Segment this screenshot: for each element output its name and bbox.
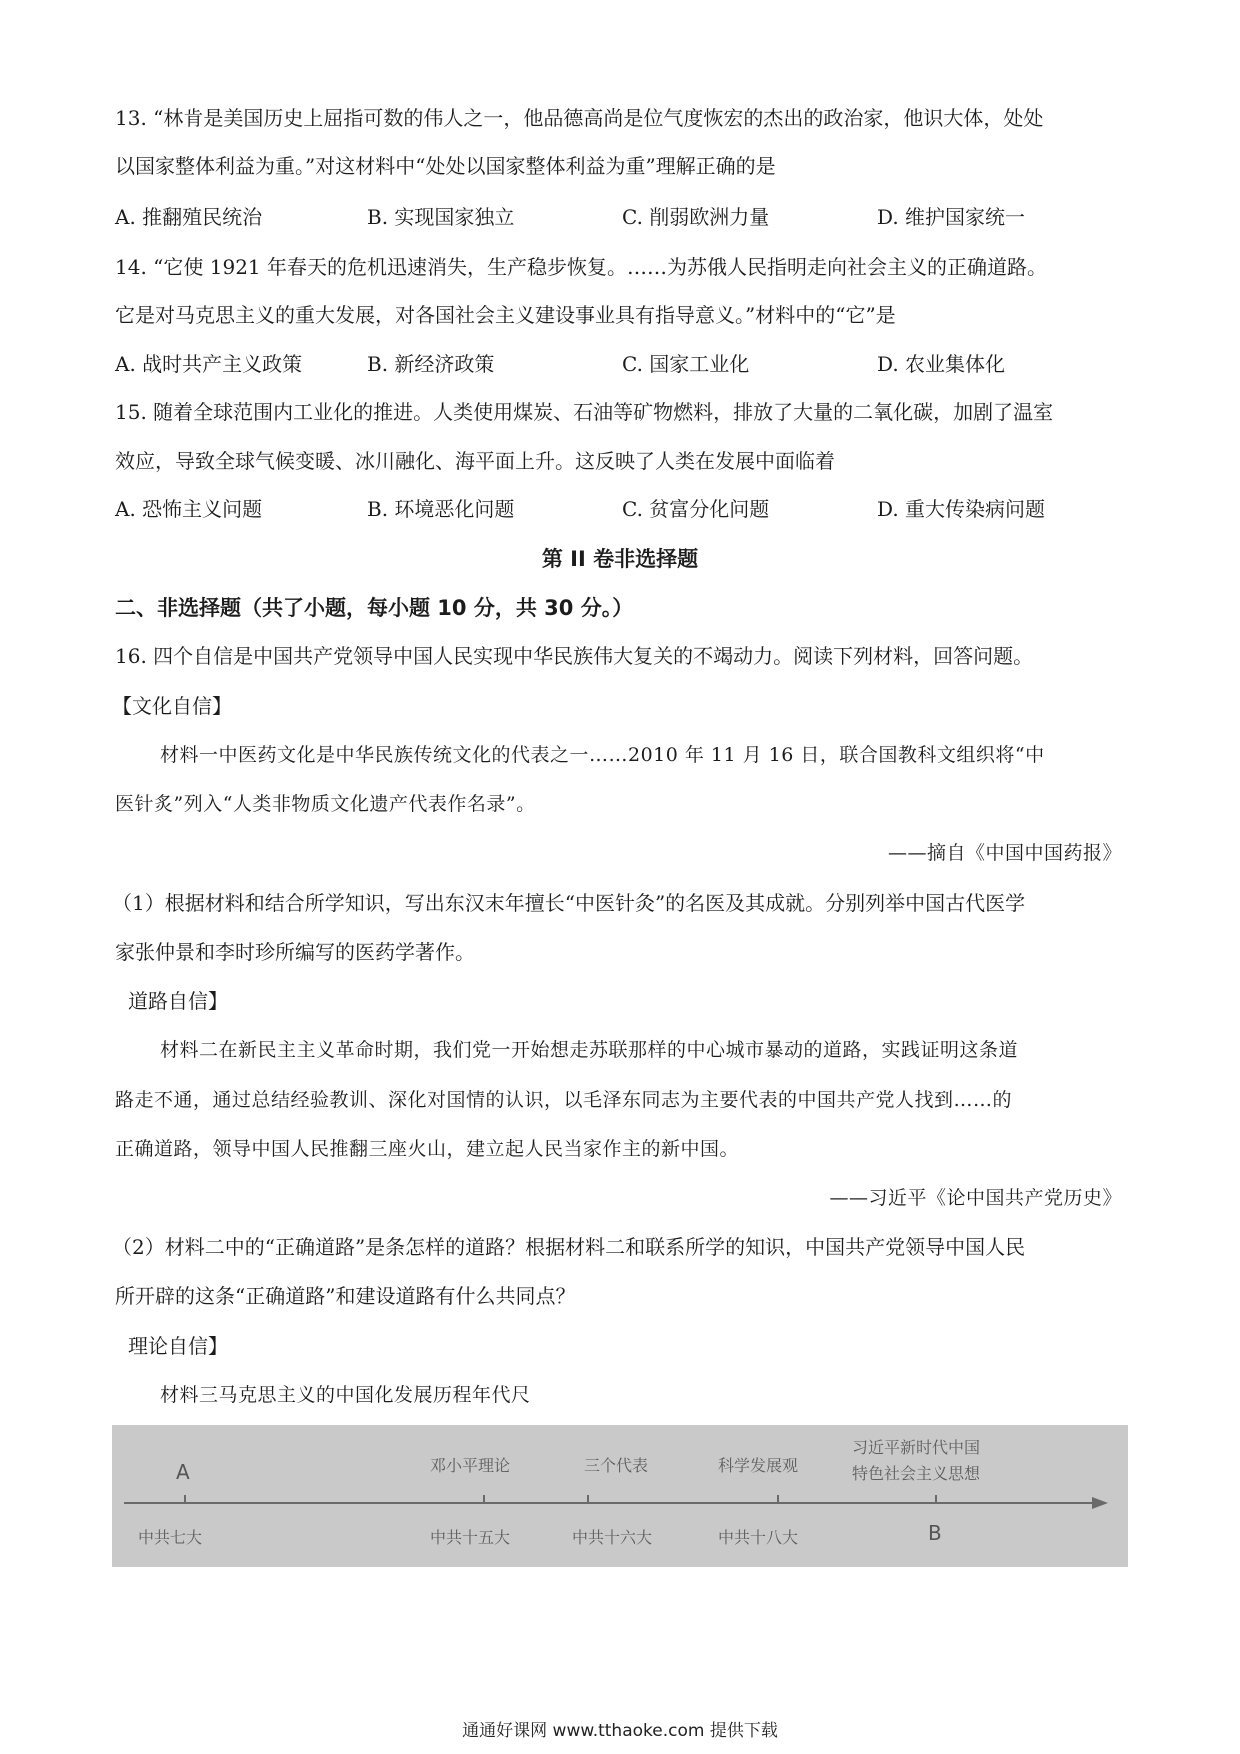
- material2-source: ——习近平《论中国共产党历史》: [829, 1187, 1122, 1209]
- material1-line1: 材料一中医药文化是中华民族传统文化的代表之一……2010 年 11 月 16 日，联合国教科文组织将“中: [160, 744, 1045, 766]
- timeline-label-xi-thought-line1: 习近平新时代中国: [852, 1438, 981, 1457]
- q14-option-d: D. 农业集体化: [877, 352, 1006, 376]
- sub-question-1-line1: （1）根据材料和结合所学知识，写出东汉末年擅长“中医针灸”的名医及其成就。分别列举中国古代医学: [112, 891, 1026, 915]
- material1-source: ——摘自《中国中国药报》: [887, 842, 1122, 864]
- section-title: 第 II 卷非选择题: [541, 547, 699, 571]
- timeline-bottom-18th-congress: 中共十八大: [718, 1528, 799, 1547]
- timeline-label-b: B: [928, 1521, 942, 1545]
- sub-question-2-line2: 所开辟的这条“正确道路”和建设道路有什么共同点？: [115, 1284, 576, 1308]
- material2-line1: 材料二在新民主主义革命时期，我们党一开始想走苏联那样的中心城市暴动的道路，实践证明这条道: [160, 1039, 1019, 1061]
- timeline-bottom-7th-congress: 中共七大: [138, 1528, 203, 1547]
- q15-line2: 效应，导致全球气候变暖、冰川融化、海平面上升。这反映了人类在发展中面临着: [115, 449, 835, 473]
- timeline-bottom-16th-congress: 中共十六大: [572, 1528, 653, 1547]
- q15-line1: 15. 随着全球范围内工业化的推进。人类使用煤炭、石油等矿物燃料，排放了大量的二氧化碳，加剧了温室: [115, 400, 1054, 424]
- page-footer: 通通好课网 www.tthaoke.com 提供下载: [462, 1721, 778, 1741]
- q13-line1: 13. “林肯是美国历史上屈指可数的伟人之一，他品德高尚是位气度恢宏的杰出的政治家，他识大体，处处: [115, 106, 1044, 130]
- q14-option-c: C. 国家工业化: [622, 352, 750, 376]
- q13-option-a: A. 推翻殖民统治: [115, 205, 263, 229]
- material1-line2: 医针炙”列入“人类非物质文化遗产代表作名录”。: [115, 793, 536, 815]
- timeline-figure: [112, 1425, 1128, 1567]
- sub-question-2-line1: （2）材料二中的“正确道路”是条怎样的道路？根据材料二和联系所学的知识，中国共产党领导中国人民: [112, 1235, 1026, 1259]
- q15-option-c: C. 贫富分化问题: [622, 497, 770, 521]
- q13-option-d: D. 维护国家统一: [877, 205, 1026, 229]
- timeline-label-scientific-development: 科学发展观: [718, 1456, 799, 1475]
- q14-option-b: B. 新经济政策: [367, 352, 495, 376]
- q14-line1: 14. “它使 1921 年春天的危机迅速消失，生产稳步恢复。……为苏俄人民指明走向社会主义的正确道路。: [115, 255, 1048, 279]
- material2-line2: 路走不通，通过总结经验教训、深化对国情的认识，以毛泽东同志为主要代表的中国共产党人找到……的: [115, 1089, 1013, 1111]
- timeline-arrow-icon: [1092, 1497, 1108, 1509]
- q16-intro: 16. 四个自信是中国共产党领导中国人民实现中华民族伟大复关的不竭动力。阅读下列材料，回答问题。: [115, 644, 1034, 668]
- q15-option-d: D. 重大传染病问题: [877, 497, 1046, 521]
- timeline-label-three-represents: 三个代表: [584, 1456, 649, 1475]
- road-confidence-label: 道路自信】: [128, 989, 228, 1013]
- section-heading: 二、非选择题（共了小题，每小题 10 分，共 30 分。）: [115, 596, 634, 620]
- q14-line2: 它是对马克思主义的重大发展，对各国社会主义建设事业具有指导意义。”材料中的“它”是: [115, 303, 896, 327]
- q14-option-a: A. 战时共产主义政策: [115, 352, 303, 376]
- timeline-label-xi-thought-line2: 特色社会主义思想: [852, 1464, 981, 1483]
- material3-line1: 材料三马克思主义的中国化发展历程年代尺: [160, 1384, 531, 1406]
- material2-line3: 正确道路，领导中国人民推翻三座火山，建立起人民当家作主的新中国。: [115, 1138, 740, 1160]
- q15-option-a: A. 恐怖主义问题: [115, 497, 263, 521]
- sub-question-1-line2: 家张仲景和李时珍所编写的医药学著作。: [115, 940, 475, 964]
- timeline-bottom-15th-congress: 中共十五大: [430, 1528, 511, 1547]
- q13-option-b: B. 实现国家独立: [367, 205, 515, 229]
- timeline-label-a: A: [176, 1460, 190, 1484]
- timeline-label-deng-theory: 邓小平理论: [430, 1456, 511, 1475]
- theory-confidence-label: 理论自信】: [128, 1334, 228, 1358]
- q13-option-c: C. 削弱欧洲力量: [622, 205, 770, 229]
- culture-confidence-label: 【文化自信】: [112, 694, 232, 718]
- q13-line2: 以国家整体利益为重。”对这材料中“处处以国家整体利益为重”理解正确的是: [115, 154, 776, 178]
- q15-option-b: B. 环境恶化问题: [367, 497, 515, 521]
